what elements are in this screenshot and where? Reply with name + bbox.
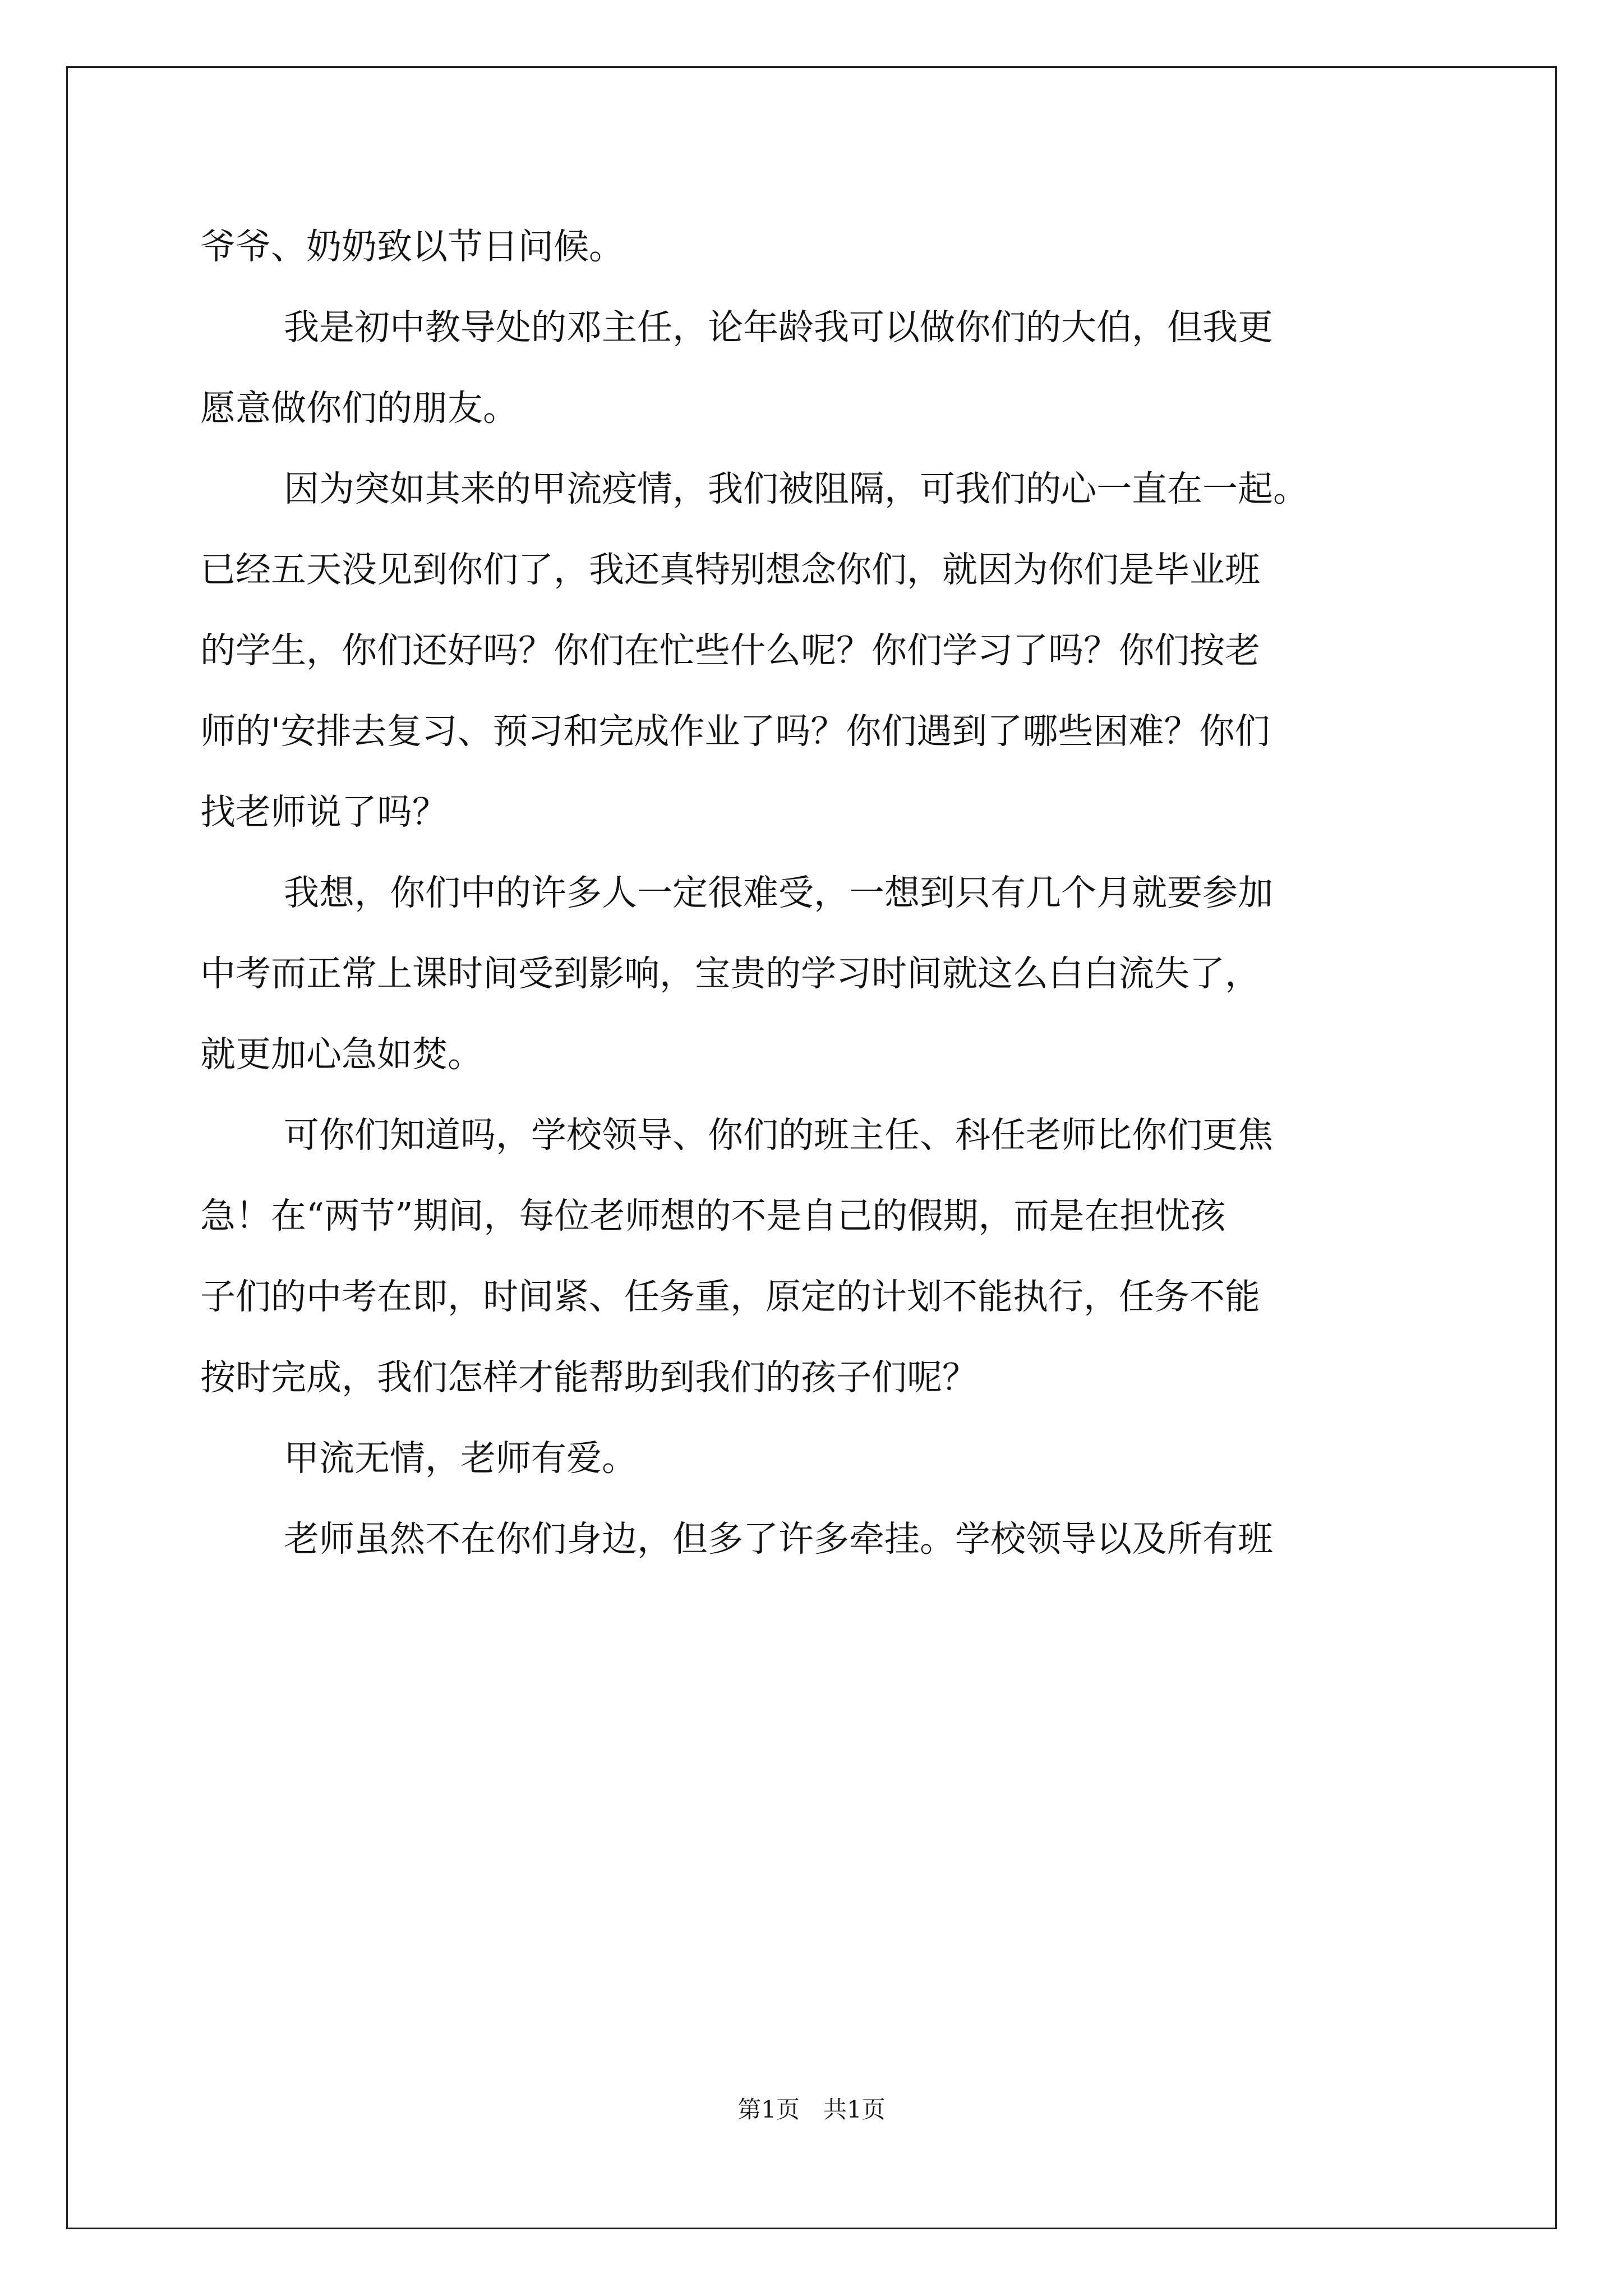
text-line: 老师虽然不在你们身边，但多了许多牵挂。学校领导以及所有班: [284, 1519, 1273, 1559]
document-body: [200, 206, 1434, 1580]
text-line: 师的'安排去复习、预习和完成作业了吗？你们遇到了哪些困难？你们: [200, 711, 1270, 752]
text-line: 急！在“两节”期间，每位老师想的不是自己的假期，而是在担忧孩: [200, 1195, 1226, 1236]
text-line: 甲流无情，老师有爱。: [284, 1438, 637, 1479]
text-line: 爷爷、奶奶致以节日问候。: [200, 226, 624, 267]
text-line: 因为突如其来的甲流疫情，我们被阻隔，可我们的心一直在一起。: [284, 468, 1308, 509]
text-line: 已经五天没见到你们了，我还真特别想念你们，就因为你们是毕业班: [200, 549, 1260, 590]
text-line: 找老师说了吗？: [200, 792, 448, 832]
text-line: 我想，你们中的许多人一定很难受，一想到只有几个月就要参加: [284, 872, 1273, 913]
text-line: 就更加心急如焚。: [200, 1034, 483, 1075]
text-line: 愿意做你们的朋友。: [200, 388, 518, 429]
text-line: 中考而正常上课时间受到影响，宝贵的学习时间就这么白白流失了，: [200, 953, 1260, 994]
text-line: 的学生，你们还好吗？你们在忙些什么呢？你们学习了吗？你们按老: [200, 630, 1260, 671]
page-number-footer: 第1页 共1页: [737, 2096, 886, 2123]
text-line: 子们的中考在即，时间紧、任务重，原定的计划不能执行，任务不能: [200, 1276, 1260, 1317]
text-line: 我是初中教导处的邓主任，论年龄我可以做你们的大伯，但我更: [284, 307, 1273, 348]
text-line: 可你们知道吗，学校领导、你们的班主任、科任老师比你们更焦: [284, 1115, 1273, 1156]
text-line: 按时完成，我们怎样才能帮助到我们的孩子们呢？: [200, 1357, 978, 1398]
